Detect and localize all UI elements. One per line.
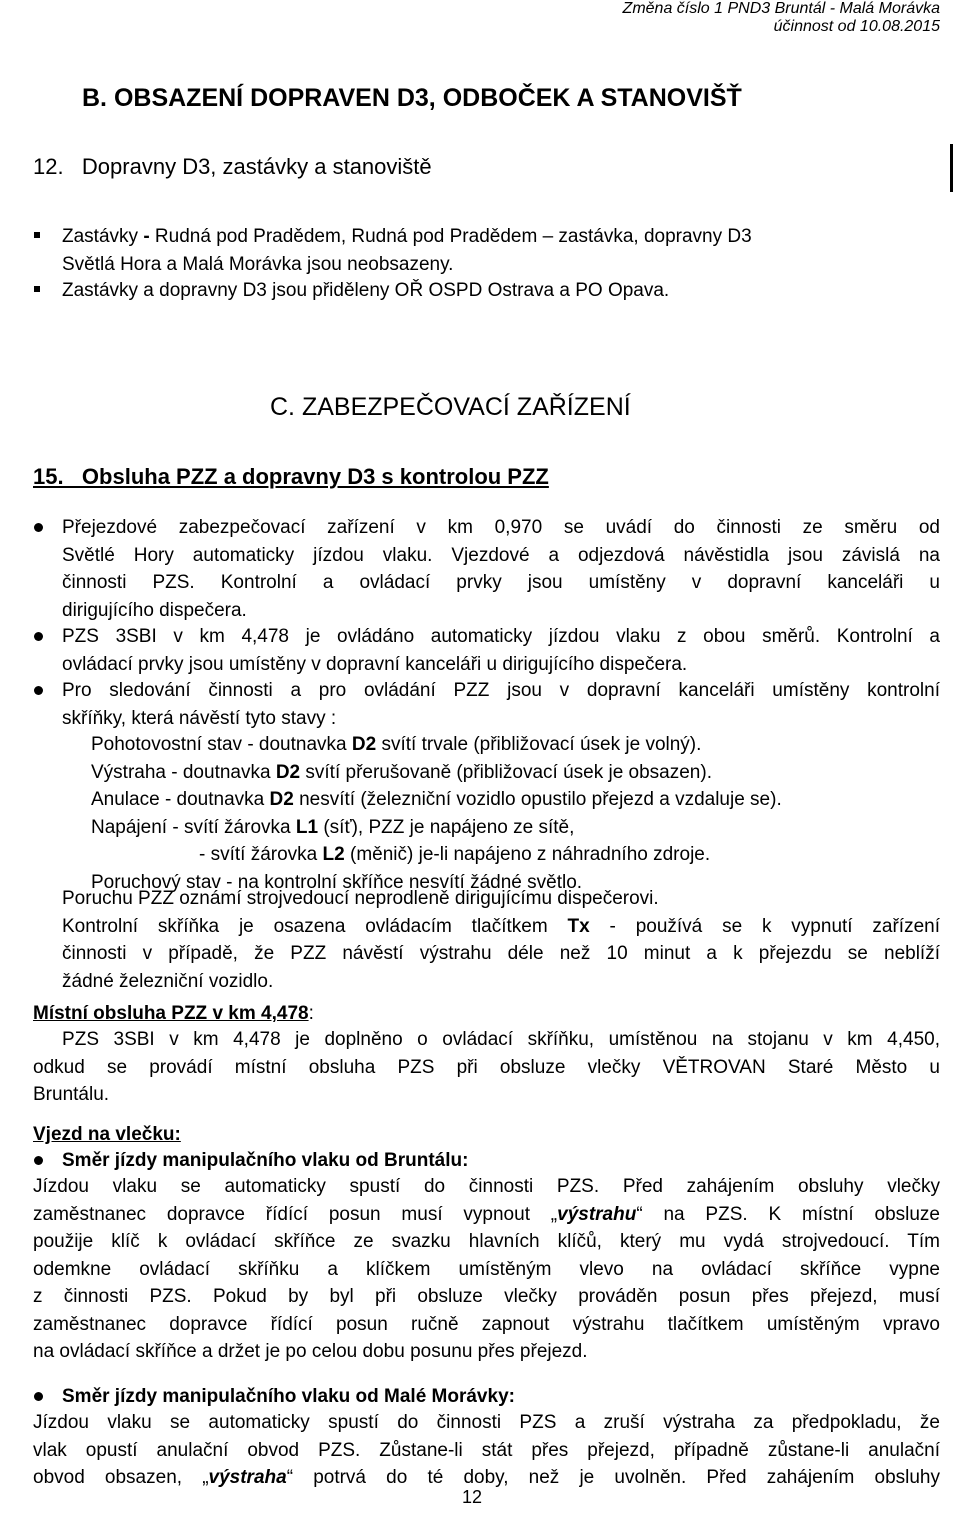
round-bullet-icon [34, 686, 43, 695]
page-number: 12 [462, 1487, 483, 1507]
square-bullet-icon [34, 232, 40, 238]
direction-from-mala-moravka-heading: Směr jízdy manipulačního vlaku od Malé Morávky: [62, 1386, 515, 1407]
section-b-title: B. OBSAZENÍ DOPRAVEN D3, ODBOČEK A STANOVIŠŤ [82, 84, 742, 112]
pzz-paragraph-4: Poruchu PZZ oznámí strojvedoucí neprodleně dirigujícímu dispečerovi. Kontrolní skříňka je osazena ovládacím tlačítkem Tx - používá se k vypnutí zařízení činnosti v případě, že PZZ návěstí výstrahu déle než 10 minut a k přejezdu se neblíží žádné železniční vozidlo. [62, 888, 940, 992]
direction-from-bruntal-heading: Směr jízdy manipulačního vlaku od Bruntálu: [62, 1150, 469, 1171]
state-warning: Výstraha - doutnavka D2 svítí přerušovaně (přibližovací úsek je obsazen). [91, 761, 712, 783]
doc-header [623, 0, 940, 36]
state-standby: Pohotovostní stav - doutnavka D2 svítí trvale (přibližovací úsek je volný). [91, 734, 702, 755]
pzz-paragraph-2: PZS 3SBI v km 4,478 je ovládáno automaticky jízdou vlaku z obou směrů. Kontrolní a ovládací prvky jsou umístěny v dopravní kanceláři u dirigujícího dispečera. [62, 626, 940, 675]
direction-from-bruntal-text: Jízdou vlaku se automaticky spustí do činnosti PZS. Před zahájením obsluhy vlečky zaměstnanec dopravce řídící posun musí vypnout „výstrahu“ na PZS. K místní obsluze použije klíč k ovládací skříňce ze svazku hlavních klíčů, který mu vydá strojvedoucí. Tím odemkne ovládací skříňku a klíčkem umístěným vlevo na ovládací skříňce vypne z činnosti PZS. Pokud by byl při obsluze vlečky prováděn posun přes přejezd, musí zaměstnanec dopravce řídící posun ručně zapnout výstrahu tlačítkem umístěným vpravo na ovládací skříňce a držet je po celou dobu posunu přes přejezd. [33, 1176, 940, 1362]
control-box-states [91, 731, 782, 896]
bullet-1-line-2: Světlá Hora a Malá Morávka jsou neobsazeny. [62, 253, 454, 275]
section-b-subtitle: 12. Dopravny D3, zastávky a stanoviště [33, 154, 432, 179]
direction-from-mala-moravka-text: Jízdou vlaku se automaticky spustí do činnosti PZS a zruší výstraha za předpokladu, že vlak opustí anulační obvod PZS. Zůstane-li stát přes přejezd, případně zůstane-li anulační obvod obsazen, „výstraha“ potrvá do té doby, než je uvolněn. Před zahájením obsluhy [33, 1412, 941, 1488]
local-operation-text: PZS 3SBI v km 4,478 je doplněno o ovládací skříňku, umístěnou na stojanu v km 4,450, odkud se provádí místní obsluha PZS při obsluze vlečky VĚTROVAN Staré Město u Bruntálu. [33, 1029, 940, 1105]
state-fault: Poruchový stav - na kontrolní skříňce nesvítí žádné světlo. [91, 871, 583, 893]
round-bullet-icon [34, 1392, 43, 1401]
header-line-2: účinnost od 10.08.2015 [773, 18, 940, 35]
pzz-paragraph-1: Přejezdové zabezpečovací zařízení v km 0,970 se uvádí do činnosti ze směru od Světlé Hory automaticky jízdou vlaku. Vjezdové a odjezdová návěstidla jsou závislá na činnosti PZS. Kontrolní a ovládací prvky jsou umístěny v dopravní kanceláři u dirigujícího dispečera. [62, 517, 940, 621]
pzz-paragraph-3: Pro sledování činnosti a pro ovládání PZZ jsou v dopravní kanceláři umístěny kontrolní skříňky, která návěstí tyto stavy : [62, 680, 940, 729]
bullet-1-word: Zastávky [62, 226, 144, 247]
bullet-1-dash: - [143, 226, 155, 247]
siding-entry-title: Vjezd na vlečku: [33, 1124, 181, 1145]
state-power-backup: - svítí žárovka L2 (měnič) je-li napájeno z náhradního zdroje. [199, 844, 711, 865]
change-bar [950, 144, 953, 192]
section-c-title: C. ZABEZPEČOVACÍ ZAŘÍZENÍ [270, 393, 631, 421]
state-power: Napájení - svítí žárovka L1 (síť), PZZ je napájeno ze sítě, [91, 816, 575, 838]
state-annulment: Anulace - doutnavka D2 nesvítí (železniční vozidlo opustilo přejezd a vzdaluje se). [91, 789, 782, 810]
round-bullet-icon [34, 1156, 43, 1165]
round-bullet-icon [34, 523, 43, 532]
section-b-bullet-2: Zastávky a dopravny D3 jsou přiděleny OŘ OSPD Ostrava a PO Opava. [62, 280, 670, 301]
header-line-1: Změna číslo 1 PND3 Bruntál - Malá Morávka [622, 0, 940, 17]
local-operation-title: Místní obsluha PZZ v km 4,478: [33, 1003, 314, 1024]
round-bullet-icon [34, 632, 43, 641]
square-bullet-icon [34, 286, 40, 292]
bullet-1-text: Rudná pod Pradědem, Rudná pod Pradědem – zastávka, dopravny D3 [154, 226, 752, 247]
section-c-subtitle: 15. Obsluha PZZ a dopravny D3 s kontrolou PZZ [33, 464, 549, 489]
section-b-bullet-1 [62, 223, 892, 278]
